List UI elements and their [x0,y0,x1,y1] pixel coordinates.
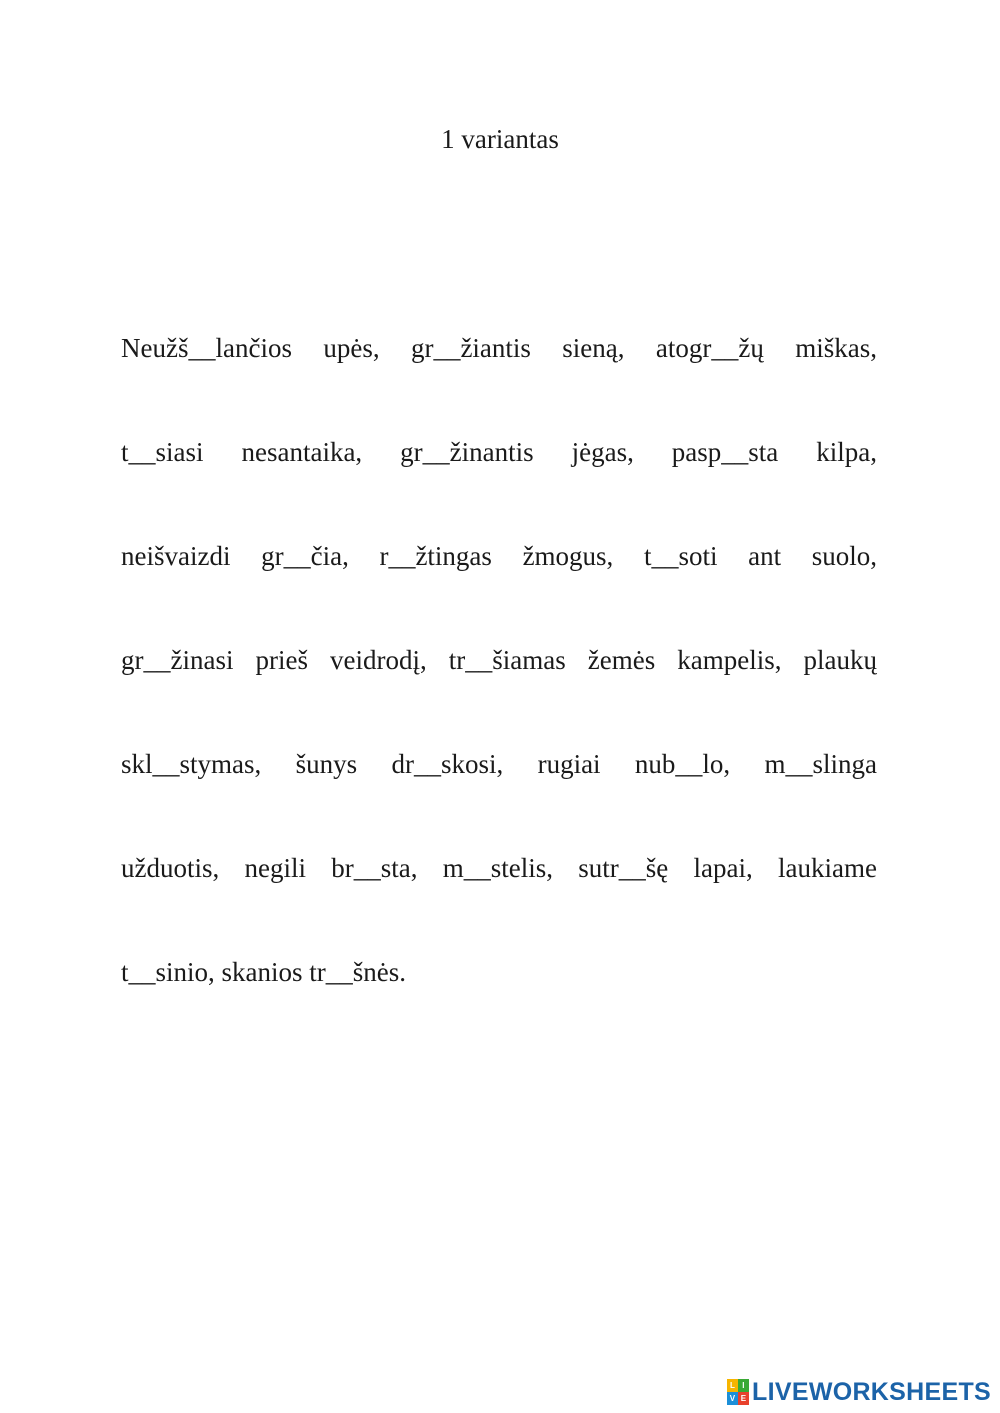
exercise-line-3: neišvaizdi gr__čia, r__žtingas žmogus, t__soti ant suolo, [121,541,877,571]
logo-letter-v: V [727,1392,738,1405]
exercise-line-7: t__sinio, skanios tr__šnės. [121,957,407,987]
exercise-line-4: gr__žinasi prieš veidrodį, tr__šiamas žemės kampelis, plaukų [121,645,877,675]
brand-name: LIVEWORKSHEETS [752,1377,991,1406]
logo-letter-e: E [738,1392,749,1405]
exercise-line-6: užduotis, negili br__sta, m__stelis, sutr__šę lapai, laukiame [121,853,877,883]
exercise-line-1: Neužš__lančios upės, gr__žiantis sieną, atogr__žų miškas, [121,333,877,363]
logo-letter-l: L [727,1379,738,1392]
liveworksheets-watermark [727,1377,991,1407]
worksheet-title: 1 variantas [441,124,559,154]
exercise-line-2: t__siasi nesantaika, gr__žinantis jėgas, pasp__sta kilpa, [121,437,877,467]
logo-letter-i: I [738,1379,749,1392]
exercise-line-5: skl__stymas, šunys dr__skosi, rugiai nub__lo, m__slinga [121,749,877,779]
liveworksheets-logo-icon [727,1379,749,1405]
